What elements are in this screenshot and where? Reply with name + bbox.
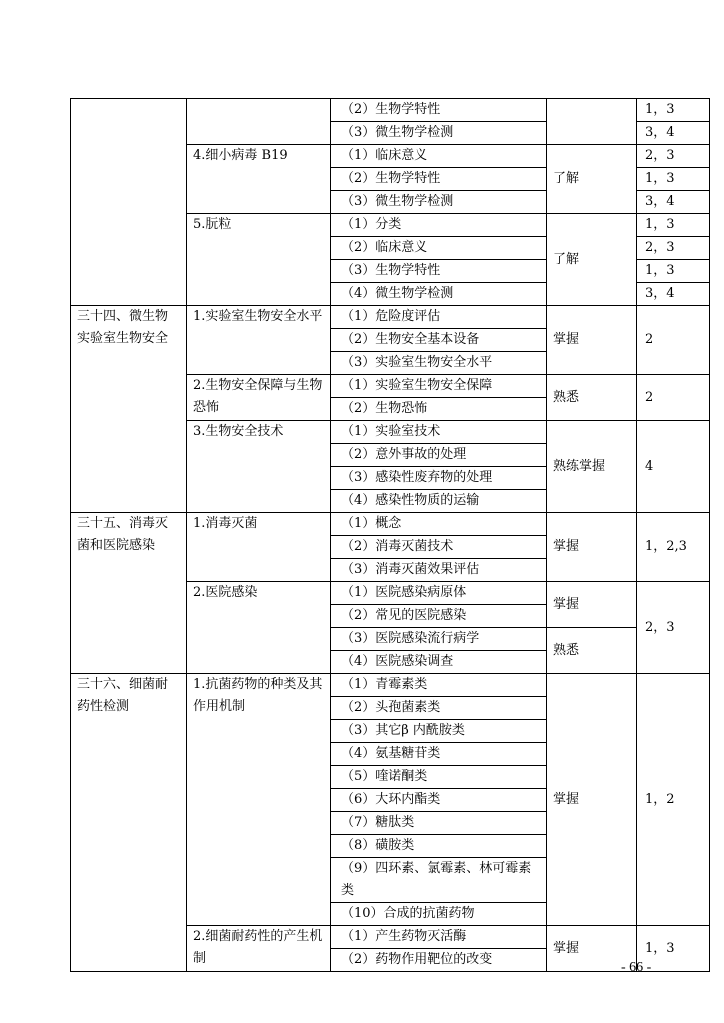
- level-cell: 2，3: [637, 237, 710, 260]
- subunit-cell: [187, 99, 331, 145]
- item-cell: （1）产生药物灭活酶: [331, 926, 547, 949]
- unit-cell: 三十四、微生物实验室生物安全: [71, 306, 187, 513]
- unit-cell: [71, 99, 187, 306]
- level-cell: 2，3: [637, 582, 710, 674]
- requirement-cell: 熟悉: [547, 628, 637, 674]
- level-cell: 1，3: [637, 260, 710, 283]
- item-cell: （1）危险度评估: [331, 306, 547, 329]
- item-cell: （3）实验室生物安全水平: [331, 352, 547, 375]
- subunit-cell: 2.生物安全保障与生物恐怖: [187, 375, 331, 421]
- table-row: [71, 674, 710, 697]
- item-cell: （3）其它β 内酰胺类: [331, 720, 547, 743]
- item-cell: （3）微生物学检测: [331, 122, 547, 145]
- requirement-cell: 掌握: [547, 582, 637, 628]
- item-cell: （3）消毒灭菌效果评估: [331, 559, 547, 582]
- item-cell: （1）实验室生物安全保障: [331, 375, 547, 398]
- page-number: - 66 -: [621, 960, 652, 975]
- requirement-cell: 熟练掌握: [547, 421, 637, 513]
- item-cell: （6）大环内酯类: [331, 789, 547, 812]
- item-cell: （1）临床意义: [331, 145, 547, 168]
- level-cell: 3，4: [637, 191, 710, 214]
- item-cell: （3）微生物学检测: [331, 191, 547, 214]
- subunit-cell: 4.细小病毒 B19: [187, 145, 331, 214]
- unit-cell: 三十五、消毒灭菌和医院感染: [71, 513, 187, 674]
- requirement-cell: 了解: [547, 145, 637, 214]
- level-cell: 1，2,3: [637, 513, 710, 582]
- item-cell: （2）常见的医院感染: [331, 605, 547, 628]
- item-cell: （2）生物学特性: [331, 168, 547, 191]
- item-cell: （2）意外事故的处理: [331, 444, 547, 467]
- item-cell: （4）医院感染调查: [331, 651, 547, 674]
- subunit-cell: 1.抗菌药物的种类及其作用机制: [187, 674, 331, 926]
- level-cell: 2，3: [637, 145, 710, 168]
- item-cell: （8）磺胺类: [331, 835, 547, 858]
- subunit-cell: 2.细菌耐药性的产生机制: [187, 926, 331, 972]
- item-cell: （1）概念: [331, 513, 547, 536]
- item-cell: （5）喹诺酮类: [331, 766, 547, 789]
- item-cell: （1）分类: [331, 214, 547, 237]
- table-row: [71, 99, 710, 122]
- table-row: [71, 306, 710, 329]
- item-cell: （2）临床意义: [331, 237, 547, 260]
- item-cell: （2）消毒灭菌技术: [331, 536, 547, 559]
- subunit-cell: 1.消毒灭菌: [187, 513, 331, 582]
- syllabus-table: [70, 98, 710, 972]
- subunit-cell: 1.实验室生物安全水平: [187, 306, 331, 375]
- item-cell: （4）微生物学检测: [331, 283, 547, 306]
- item-cell: （10）合成的抗菌药物: [331, 903, 547, 926]
- level-cell: 1，3: [637, 168, 710, 191]
- requirement-cell: 掌握: [547, 513, 637, 582]
- subunit-cell: 5.朊粒: [187, 214, 331, 306]
- item-cell: （2）生物恐怖: [331, 398, 547, 421]
- requirement-cell: 掌握: [547, 926, 637, 972]
- requirement-cell: 了解: [547, 214, 637, 306]
- level-cell: 1，2: [637, 674, 710, 926]
- item-cell: （3）生物学特性: [331, 260, 547, 283]
- requirement-cell: 掌握: [547, 674, 637, 926]
- unit-cell: 三十六、细菌耐药性检测: [71, 674, 187, 972]
- item-cell: （3）医院感染流行病学: [331, 628, 547, 651]
- item-cell: （1）医院感染病原体: [331, 582, 547, 605]
- requirement-cell: [547, 99, 637, 145]
- requirement-cell: 掌握: [547, 306, 637, 375]
- item-cell: （9）四环素、氯霉素、林可霉素类: [331, 858, 547, 903]
- level-cell: 2: [637, 375, 710, 421]
- item-cell: （3）感染性废弃物的处理: [331, 467, 547, 490]
- item-cell: （1）青霉素类: [331, 674, 547, 697]
- item-cell: （4）氨基糖苷类: [331, 743, 547, 766]
- item-cell: （4）感染性物质的运输: [331, 490, 547, 513]
- item-cell: （2）头孢菌素类: [331, 697, 547, 720]
- level-cell: 3，4: [637, 283, 710, 306]
- level-cell: 2: [637, 306, 710, 375]
- item-cell: （2）药物作用靶位的改变: [331, 949, 547, 972]
- item-cell: （2）生物学特性: [331, 99, 547, 122]
- table-row: [71, 513, 710, 536]
- item-cell: （7）糖肽类: [331, 812, 547, 835]
- item-cell: （1）实验室技术: [331, 421, 547, 444]
- level-cell: 1，3: [637, 926, 710, 972]
- level-cell: 3，4: [637, 122, 710, 145]
- subunit-cell: 3.生物安全技术: [187, 421, 331, 513]
- level-cell: 1，3: [637, 214, 710, 237]
- level-cell: 4: [637, 421, 710, 513]
- item-cell: （2）生物安全基本设备: [331, 329, 547, 352]
- subunit-cell: 2.医院感染: [187, 582, 331, 674]
- level-cell: 1，3: [637, 99, 710, 122]
- requirement-cell: 熟悉: [547, 375, 637, 421]
